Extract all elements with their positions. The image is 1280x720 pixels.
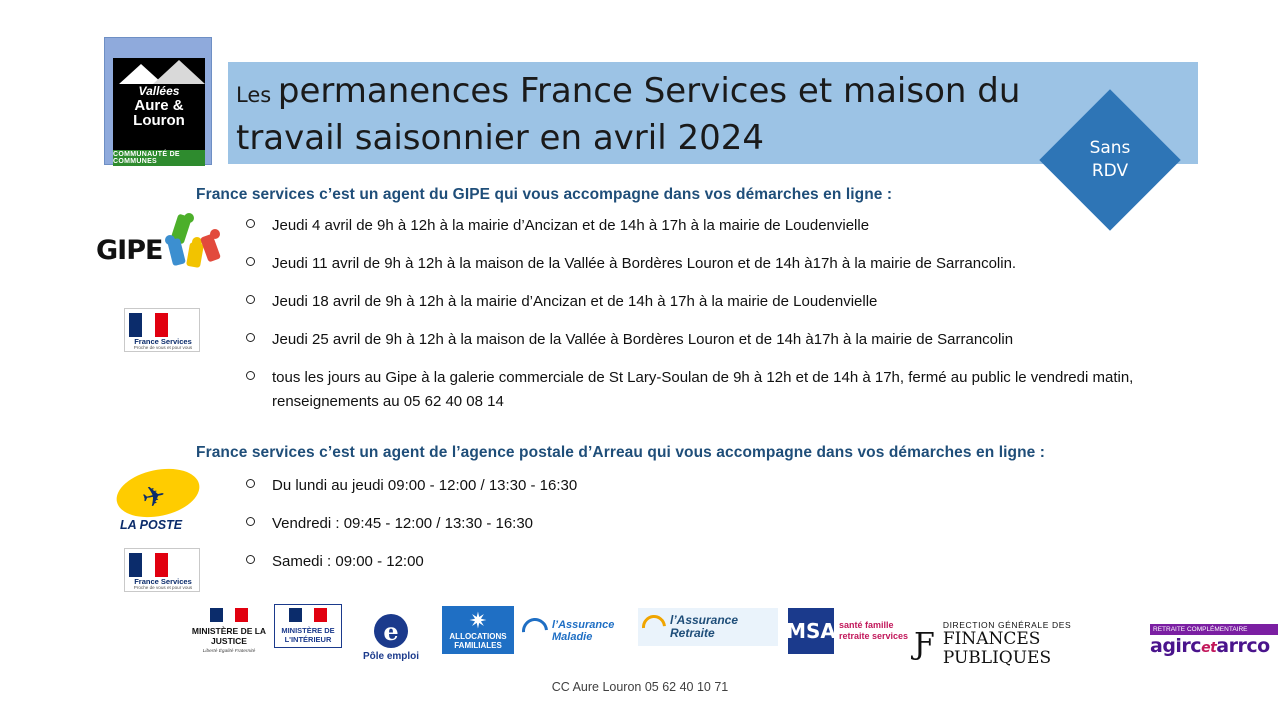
french-flag-icon xyxy=(289,608,327,622)
french-flag-icon xyxy=(210,608,248,622)
ministere-justice-motto: Liberté Égalité Fraternité xyxy=(202,649,256,654)
msa-label: santé famille retraite services xyxy=(839,620,909,641)
la-poste-logo xyxy=(116,470,208,540)
marianne-flag-icon xyxy=(129,313,169,337)
bullet-icon xyxy=(246,219,255,228)
bullet-icon xyxy=(246,333,255,342)
assurance-maladie-label xyxy=(552,619,614,643)
france-services-logo-bottom-sub: Proche de vous et pour vous xyxy=(133,585,193,590)
agirc-arrco-label xyxy=(1150,635,1278,657)
list-item-text: tous les jours au Gipe à la galerie commerciale de St Lary-Soulan de 9h à 12h et de 14h à 17h, fermé au public le vendredi matin, renseignements au 05 62 40 08 14 xyxy=(272,369,1134,410)
figure-yellow-icon xyxy=(186,242,204,268)
list-item xyxy=(246,512,1146,536)
list-item xyxy=(246,550,1146,574)
gipe-logo-label: GIPE xyxy=(96,235,163,266)
ministere-justice-logo xyxy=(190,608,268,655)
swoosh-icon xyxy=(637,610,671,644)
marianne-flag-icon xyxy=(129,553,169,577)
footer-contact-note: CC Aure Louron 05 62 40 10 71 xyxy=(551,680,729,694)
france-services-logo-top-label: France Services xyxy=(134,337,192,346)
caf-star-icon: ✷ xyxy=(468,608,488,633)
page-title-prefix: Les xyxy=(236,83,278,107)
la-poste-label: LA POSTE xyxy=(120,518,183,532)
list-item xyxy=(246,366,1236,414)
bullet-icon xyxy=(246,555,255,564)
community-logo xyxy=(104,37,212,165)
assurance-retraite-line1: l’Assurance xyxy=(670,613,739,627)
list-item xyxy=(246,474,1146,498)
caf-logo xyxy=(442,606,514,654)
ministere-interieur-label: MINISTÈRE DE L'INTÉRIEUR xyxy=(281,626,335,644)
msa-mark-icon: MSA xyxy=(788,608,834,654)
section-gipe-list xyxy=(246,214,1236,428)
section-poste-heading: France services c’est un agent de l’agence postale d’Arreau qui vous accompagne dans vos démarches en ligne : xyxy=(196,444,1046,461)
dgfip-line2: FINANCES PUBLIQUES xyxy=(942,629,1052,668)
caf-label: ALLOCATIONS FAMILIALES xyxy=(449,632,507,650)
pole-emploi-logo xyxy=(350,614,432,662)
assurance-retraite-label xyxy=(670,614,738,640)
dgfip-logo xyxy=(914,620,1144,668)
assurance-maladie-logo xyxy=(522,618,632,644)
la-poste-bird-icon: ✈ xyxy=(138,477,169,516)
community-logo-line1: Vallées xyxy=(138,84,180,98)
agirc-arrco-tagline: RETRAITE COMPLÉMENTAIRE xyxy=(1150,624,1278,635)
list-item-text: Jeudi 4 avril de 9h à 12h à la mairie d’Ancizan et de 14h à 17h à la mairie de Loudenvielle xyxy=(272,217,870,234)
list-item-text: Jeudi 18 avril de 9h à 12h à la mairie d’Ancizan et de 14h à 17h à la mairie de Loudenvielle xyxy=(272,293,878,310)
partner-logo-strip xyxy=(190,600,1270,672)
ministere-interieur-logo xyxy=(274,604,342,648)
msa-logo xyxy=(788,608,918,654)
arrco-word: arrco xyxy=(1216,635,1270,657)
bullet-icon xyxy=(246,257,255,266)
page-title-main: permanences France Services et maison du travail saisonnier en avril 2024 xyxy=(236,71,1021,158)
section-gipe-heading: France services c’est un agent du GIPE qui vous accompagne dans vos démarches en ligne : xyxy=(196,186,893,203)
list-item xyxy=(246,214,1236,238)
assurance-retraite-line2: Retraite xyxy=(670,626,715,640)
bullet-icon xyxy=(246,517,255,526)
mountain-icon xyxy=(113,58,205,84)
agirc-arrco-logo xyxy=(1150,624,1278,657)
france-services-logo-top-sub: Proche de vous et pour vous xyxy=(133,345,193,350)
page-title xyxy=(236,70,1136,160)
france-services-logo-bottom xyxy=(124,548,200,592)
community-logo-line2: Aure & xyxy=(134,97,184,114)
section-poste-list xyxy=(246,474,1146,588)
france-services-logo-bottom-label: France Services xyxy=(134,577,192,586)
list-item-text: Jeudi 11 avril de 9h à 12h à la maison de la Vallée à Bordères Louron et de 14h à17h à la mairie de Sarrancolin. xyxy=(272,255,1017,272)
assurance-maladie-line2: Maladie xyxy=(552,631,593,643)
list-item xyxy=(246,290,1236,314)
community-logo-footer: COMMUNAUTÉ DE COMMUNES xyxy=(113,150,205,166)
agirc-word: agirc xyxy=(1150,635,1202,657)
bullet-icon xyxy=(246,371,255,380)
dgfip-mark-icon: Ƒ xyxy=(914,626,935,662)
sans-rdv-line1: Sans xyxy=(1089,138,1131,158)
assurance-maladie-line1: l’Assurance xyxy=(552,619,615,631)
list-item xyxy=(246,328,1236,352)
list-item-text: Du lundi au jeudi 09:00 - 12:00 / 13:30 - 16:30 xyxy=(272,477,578,494)
pole-emploi-mark-icon: e xyxy=(374,614,408,648)
assurance-retraite-logo xyxy=(638,608,778,646)
list-item-text: Jeudi 25 avril de 9h à 12h à la maison de la Vallée à Bordères Louron et de 14h à17h à la mairie de Sarrancolin xyxy=(272,331,1014,348)
france-services-logo-top xyxy=(124,308,200,352)
ministere-justice-label: MINISTÈRE DE LA JUSTICE xyxy=(191,626,267,646)
community-logo-line3: Louron xyxy=(133,112,185,129)
community-logo-mark xyxy=(113,58,205,150)
bullet-icon xyxy=(246,295,255,304)
pole-emploi-label: Pôle emploi xyxy=(362,651,420,662)
sans-rdv-line2: RDV xyxy=(1091,161,1129,181)
list-item-text: Vendredi : 09:45 - 12:00 / 13:30 - 16:30 xyxy=(272,515,534,532)
dgfip-line1: DIRECTION GÉNÉRALE DES xyxy=(942,620,1072,630)
bullet-icon xyxy=(246,479,255,488)
list-item-text: Samedi : 09:00 - 12:00 xyxy=(272,553,424,570)
swoosh-icon xyxy=(517,613,554,650)
agirc-et: et xyxy=(1201,640,1217,656)
gipe-logo xyxy=(96,215,224,275)
list-item xyxy=(246,252,1236,276)
